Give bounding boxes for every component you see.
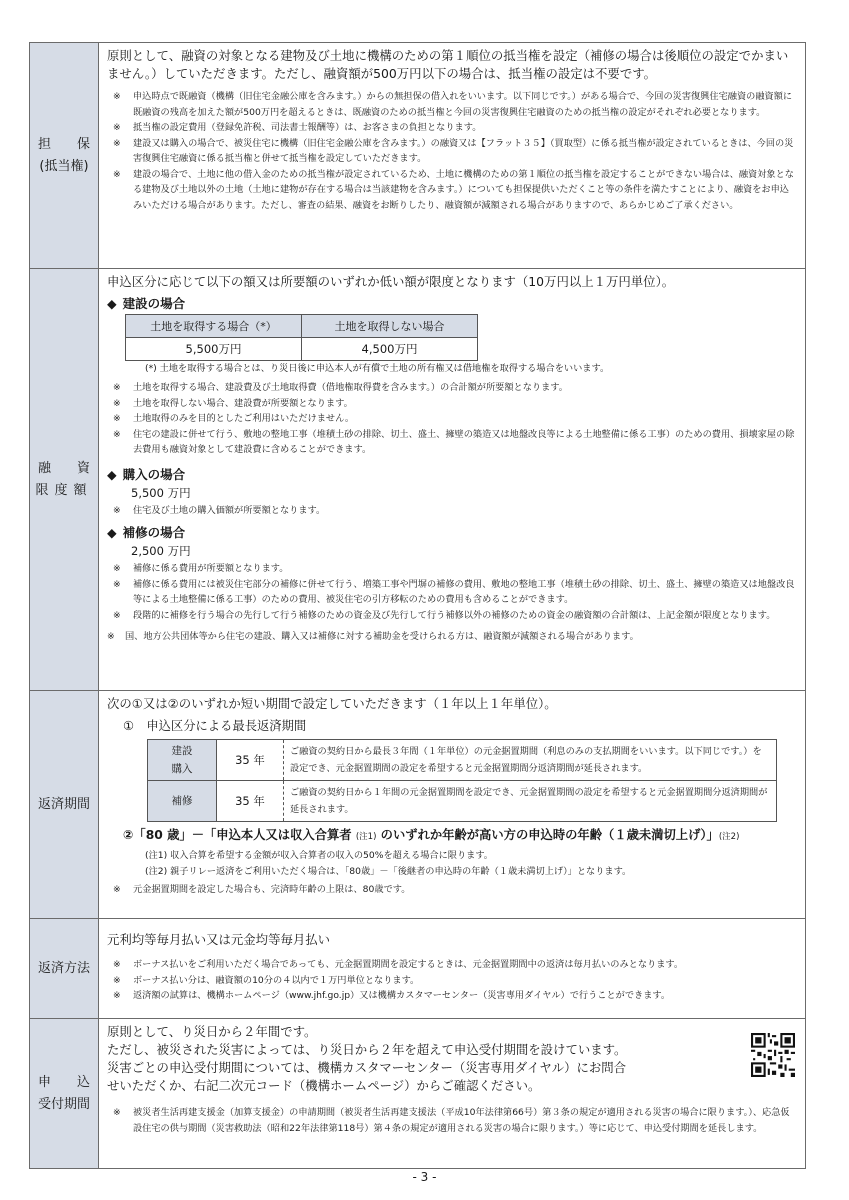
label-text: 受付期間 (37, 1096, 90, 1112)
category-text: 購入 (171, 763, 193, 775)
table-cell-desc: ご融資の契約日から１年間の元金据置期間を設定でき、元金据置期間の設定を希望すると元金据置期間分返済期間が延長されます。 (284, 781, 777, 822)
note-text: ボーナス払い分は、融資額の10分の４以内で１万円単位となります。 (133, 974, 420, 986)
diamond-icon: ◆ (107, 466, 117, 482)
heading-text: ②「80 歳」－「申込本人又は収入合算者 (123, 828, 352, 842)
note (107, 561, 797, 577)
label-text: 申 (38, 1074, 52, 1090)
note-text: 国、地方公共団体等から住宅の建設、購入又は補修に対する補助金を受けられる方は、融資額が減額される場合があります。 (125, 631, 639, 642)
method-lead: 元利均等毎月払い又は元金均等毎月払い (107, 932, 331, 947)
kome-mark: ※ (113, 122, 121, 133)
note (107, 167, 797, 214)
label-text: 融 (38, 460, 52, 476)
note-text: 土地取得のみを目的としたご利用はいただけません。 (133, 413, 355, 424)
note-text: 住宅の建設に併せて行う、敷地の整地工事（堆積土砂の排除、切土、盛土、擁壁の築造又は地盤改良等による土地整備に係る工事）のための費用、損壊家屋の除去費用も融資対象として建設費に含めることができます。 (133, 428, 795, 455)
repair-amount: 2,500 万円 (131, 544, 191, 558)
note (107, 136, 797, 167)
note (107, 882, 797, 898)
kome-mark: ※ (113, 884, 121, 895)
note (107, 89, 797, 120)
kome-mark: ※ (113, 382, 121, 393)
label-period (30, 691, 99, 919)
table-cell: 4,500万円 (302, 338, 478, 361)
sub-note: (注2) 親子リレー返済をご利用いただく場合は、「80歳」－「後継者の申込時の年齢（１歳未満切上げ）」となります。 (145, 866, 632, 877)
star-note: (*) 土地を取得する場合とは、り災日後に申込本人が有償で土地の所有権又は借地権を取得する場合をいいます。 (145, 363, 610, 374)
label-text: (抵当権) (39, 158, 89, 174)
content-limit (99, 269, 806, 691)
table-header-row (126, 315, 478, 338)
heading-text: 購入の場合 (122, 466, 186, 482)
label-text: 資 (76, 460, 90, 476)
note (107, 120, 797, 136)
collateral-lead: 原則として、融資の対象となる建物及び土地に機構のための第１順位の抵当権を設定（補修の場合は後順位の設定でかまいません。）していただきます。ただし、融資額が500万円以下の場合は、抵当権の設定は不要です。 (107, 48, 789, 81)
note-text: 住宅及び土地の購入価額が所要額となります。 (133, 504, 326, 516)
note (107, 411, 797, 427)
note (107, 973, 797, 989)
note-text: 被災者生活再建支援金（加算支援金）の申請期間（被災者生活再建支援法（平成10年法律第66号）第３条の規定が適用される災害の場合に限ります。）、応急仮設住宅の供与期間（災害救助法（昭和22年法律第118号）第４条の規定が適用される災害の場合に限ります。）等に応じて、申込受付期間を延長します。 (133, 1107, 790, 1134)
note (107, 1105, 797, 1136)
kome-mark: ※ (107, 631, 115, 642)
note (107, 503, 797, 519)
acceptance-lead-line: 災害ごとの申込受付期間については、機構カスタマーセンター（災害専用ダイヤル）にお問合 (107, 1060, 627, 1075)
period-item2-heading (123, 826, 797, 846)
kome-mark: ※ (113, 137, 121, 149)
note-text: 建設又は購入の場合で、被災住宅に機構（旧住宅金融公庫を含みます。）の融資又は【フラット３５】（買取型）に係る抵当権が設定されているときは、今回の災害復興住宅融資に係る抵当権と併せて抵当権を設定していただきます。 (133, 137, 794, 164)
kome-mark: ※ (113, 563, 121, 574)
heading-purchase (107, 466, 797, 483)
label-limit (30, 269, 99, 691)
label-acceptance (30, 1019, 99, 1169)
table-cell-category (148, 740, 217, 781)
label-collateral (30, 43, 99, 269)
acceptance-lead-line: ただし、被災された災害によっては、り災日から２年を超えて申込受付期間を設けています。 (107, 1042, 627, 1057)
note-text: 補修に係る費用には被災住宅部分の補修に併せて行う、増築工事や門塀の補修の費用、敷地の整地工事（堆積土砂の排除、切土、盛土、擁壁の築造又は地盤改良等による土地整備に係る工事）のための費用、被災住宅の引方移転のための費用も含めることができます。 (133, 578, 795, 605)
label-text: 返済方法 (37, 960, 90, 976)
kome-mark: ※ (113, 990, 121, 1001)
category-text: 建設 (171, 745, 193, 757)
row-method (30, 919, 806, 1019)
period-table (147, 739, 777, 822)
kome-mark: ※ (113, 91, 121, 102)
row-acceptance (30, 1019, 806, 1169)
diamond-icon: ◆ (107, 525, 117, 540)
label-text: 込 (76, 1074, 90, 1090)
row-period (30, 691, 806, 919)
label-method (30, 919, 99, 1019)
note-text: 補修に係る費用が所要額となります。 (133, 563, 289, 574)
content-method (99, 919, 806, 1019)
kome-mark: ※ (113, 168, 121, 180)
kome-mark: ※ (113, 504, 121, 516)
table-cell-desc: ご融資の契約日から最長３年間（１年単位）の元金据置期間（利息のみの支払期間をいいます。以下同じです。）を設定でき、元金据置期間の設定を希望すると元金据置期間分返済期間が延長されます。 (284, 740, 777, 781)
content-collateral (99, 43, 806, 269)
label-text: 限度額 (35, 482, 93, 498)
content-period (99, 691, 806, 919)
heading-text: 建設の場合 (122, 296, 186, 311)
table-row (148, 781, 777, 822)
label-text: 保 (76, 136, 90, 152)
table-cell-years: 35 年 (217, 781, 284, 822)
table-cell-years: 35 年 (217, 740, 284, 781)
note-text: 返済額の試算は、機構ホームページ（www.jhf.go.jp）又は機構カスタマーセンター（災害専用ダイヤル）で行うことができます。 (133, 990, 671, 1001)
kome-mark: ※ (113, 428, 121, 440)
kome-mark: ※ (113, 974, 121, 986)
content-acceptance (99, 1019, 806, 1169)
kome-mark: ※ (113, 609, 121, 621)
kome-mark: ※ (113, 578, 121, 590)
note-text: 申込時点で既融資（機構（旧住宅金融公庫を含みます。）からの無担保の借入れをいいます。以下同じです。）がある場合で、今回の災害復興住宅融資の融資額に既融資の残高を加えた額が500万円を超えるときは、既融資のための抵当権と今回の災害復興住宅融資のための抵当権の設定がそれぞれ必要となります。 (133, 91, 793, 118)
note (107, 577, 797, 608)
heading-construction (107, 295, 797, 312)
label-text: 担 (38, 136, 52, 152)
note-text: 元金据置期間を設定した場合も、完済時年齢の上限は、80歳です。 (133, 884, 411, 895)
kome-mark: ※ (113, 959, 121, 970)
category-text: 補修 (171, 795, 193, 807)
diamond-icon: ◆ (107, 296, 117, 311)
acceptance-lead-line: せいただくか、右記二次元コード（機構ホームページ）からご確認ください。 (107, 1078, 541, 1093)
kome-mark: ※ (113, 413, 121, 424)
page-number: - 3 - (412, 1170, 437, 1184)
note (107, 427, 797, 458)
heading-text: 補修の場合 (122, 525, 186, 540)
qr-code-icon[interactable] (751, 1033, 795, 1077)
kome-mark: ※ (113, 397, 121, 409)
sub-note: (注1) 収入合算を希望する金額が収入合算者の収入の50%を超える場合に限ります。 (145, 850, 493, 861)
note-text: 段階的に補修を行う場合の先行して行う補修のための資金及び先行して行う補修以外の補修のための資金の融資額の合計額は、上記金額が限度となります。 (133, 609, 776, 621)
note (107, 988, 797, 1004)
construction-limit-table (125, 314, 478, 361)
note (107, 608, 797, 624)
label-text: 返済期間 (37, 796, 90, 812)
purchase-amount: 5,500 万円 (131, 485, 191, 500)
limit-lead: 申込区分に応じて以下の額又は所要額のいずれか低い額が限度となります（10万円以上１万円単位）。 (107, 274, 675, 289)
row-collateral (30, 43, 806, 269)
table-header: 土地を取得しない場合 (302, 315, 478, 338)
loan-conditions-table (29, 42, 806, 1169)
table-row (148, 740, 777, 781)
note-mark: (注1) (355, 832, 377, 842)
heading-repair (107, 524, 797, 541)
note-mark: (注2) (718, 832, 740, 842)
acceptance-lead-line: 原則として、り災日から２年間です。 (107, 1024, 317, 1039)
note (107, 396, 797, 412)
table-row (126, 338, 478, 361)
note-text: 抵当権の設定費用（登録免許税、司法書士報酬等）は、お客さまの負担となります。 (133, 122, 482, 133)
note (107, 957, 797, 973)
note (107, 629, 797, 645)
table-cell: 5,500万円 (126, 338, 302, 361)
table-header: 土地を取得する場合（*） (126, 315, 302, 338)
period-lead: 次の①又は②のいずれか短い期間で設定していただきます（１年以上１年単位）。 (107, 696, 557, 711)
note (107, 380, 797, 396)
note-text: 建設の場合で、土地に他の借入金のための抵当権が設定されているため、土地に機構のための第１順位の抵当権を設定することができない場合は、融資対象となる建物及び土地以外の土地（土地に建物が存在する場合は当該建物を含みます。）についても担保提供いただくこと等の条件を満たすことにより、融資をお申込みいただける場合があります。ただし、審査の結果、融資をお断りしたり、融資額が減額される場合がありますので、あらかじめご了承ください。 (133, 168, 794, 211)
note-text: 土地を取得する場合、建設費及び土地取得費（借地権取得費を含みます。）の合計額が所要額となります。 (133, 382, 568, 393)
kome-mark: ※ (113, 1107, 121, 1118)
heading-text: のいずれか年齢が高い方の申込時の年齢（１歳未満切上げ）」 (380, 828, 719, 842)
period-item1-heading: ① 申込区分による最長返済期間 (123, 719, 307, 733)
table-cell-category (148, 781, 217, 822)
note-text: 土地を取得しない場合、建設費が所要額となります。 (133, 397, 353, 409)
note-text: ボーナス払いをご利用いただく場合であっても、元金据置期間を設定するときは、元金据置期間中の返済は毎月払いのみとなります。 (133, 959, 684, 970)
row-limit (30, 269, 806, 691)
